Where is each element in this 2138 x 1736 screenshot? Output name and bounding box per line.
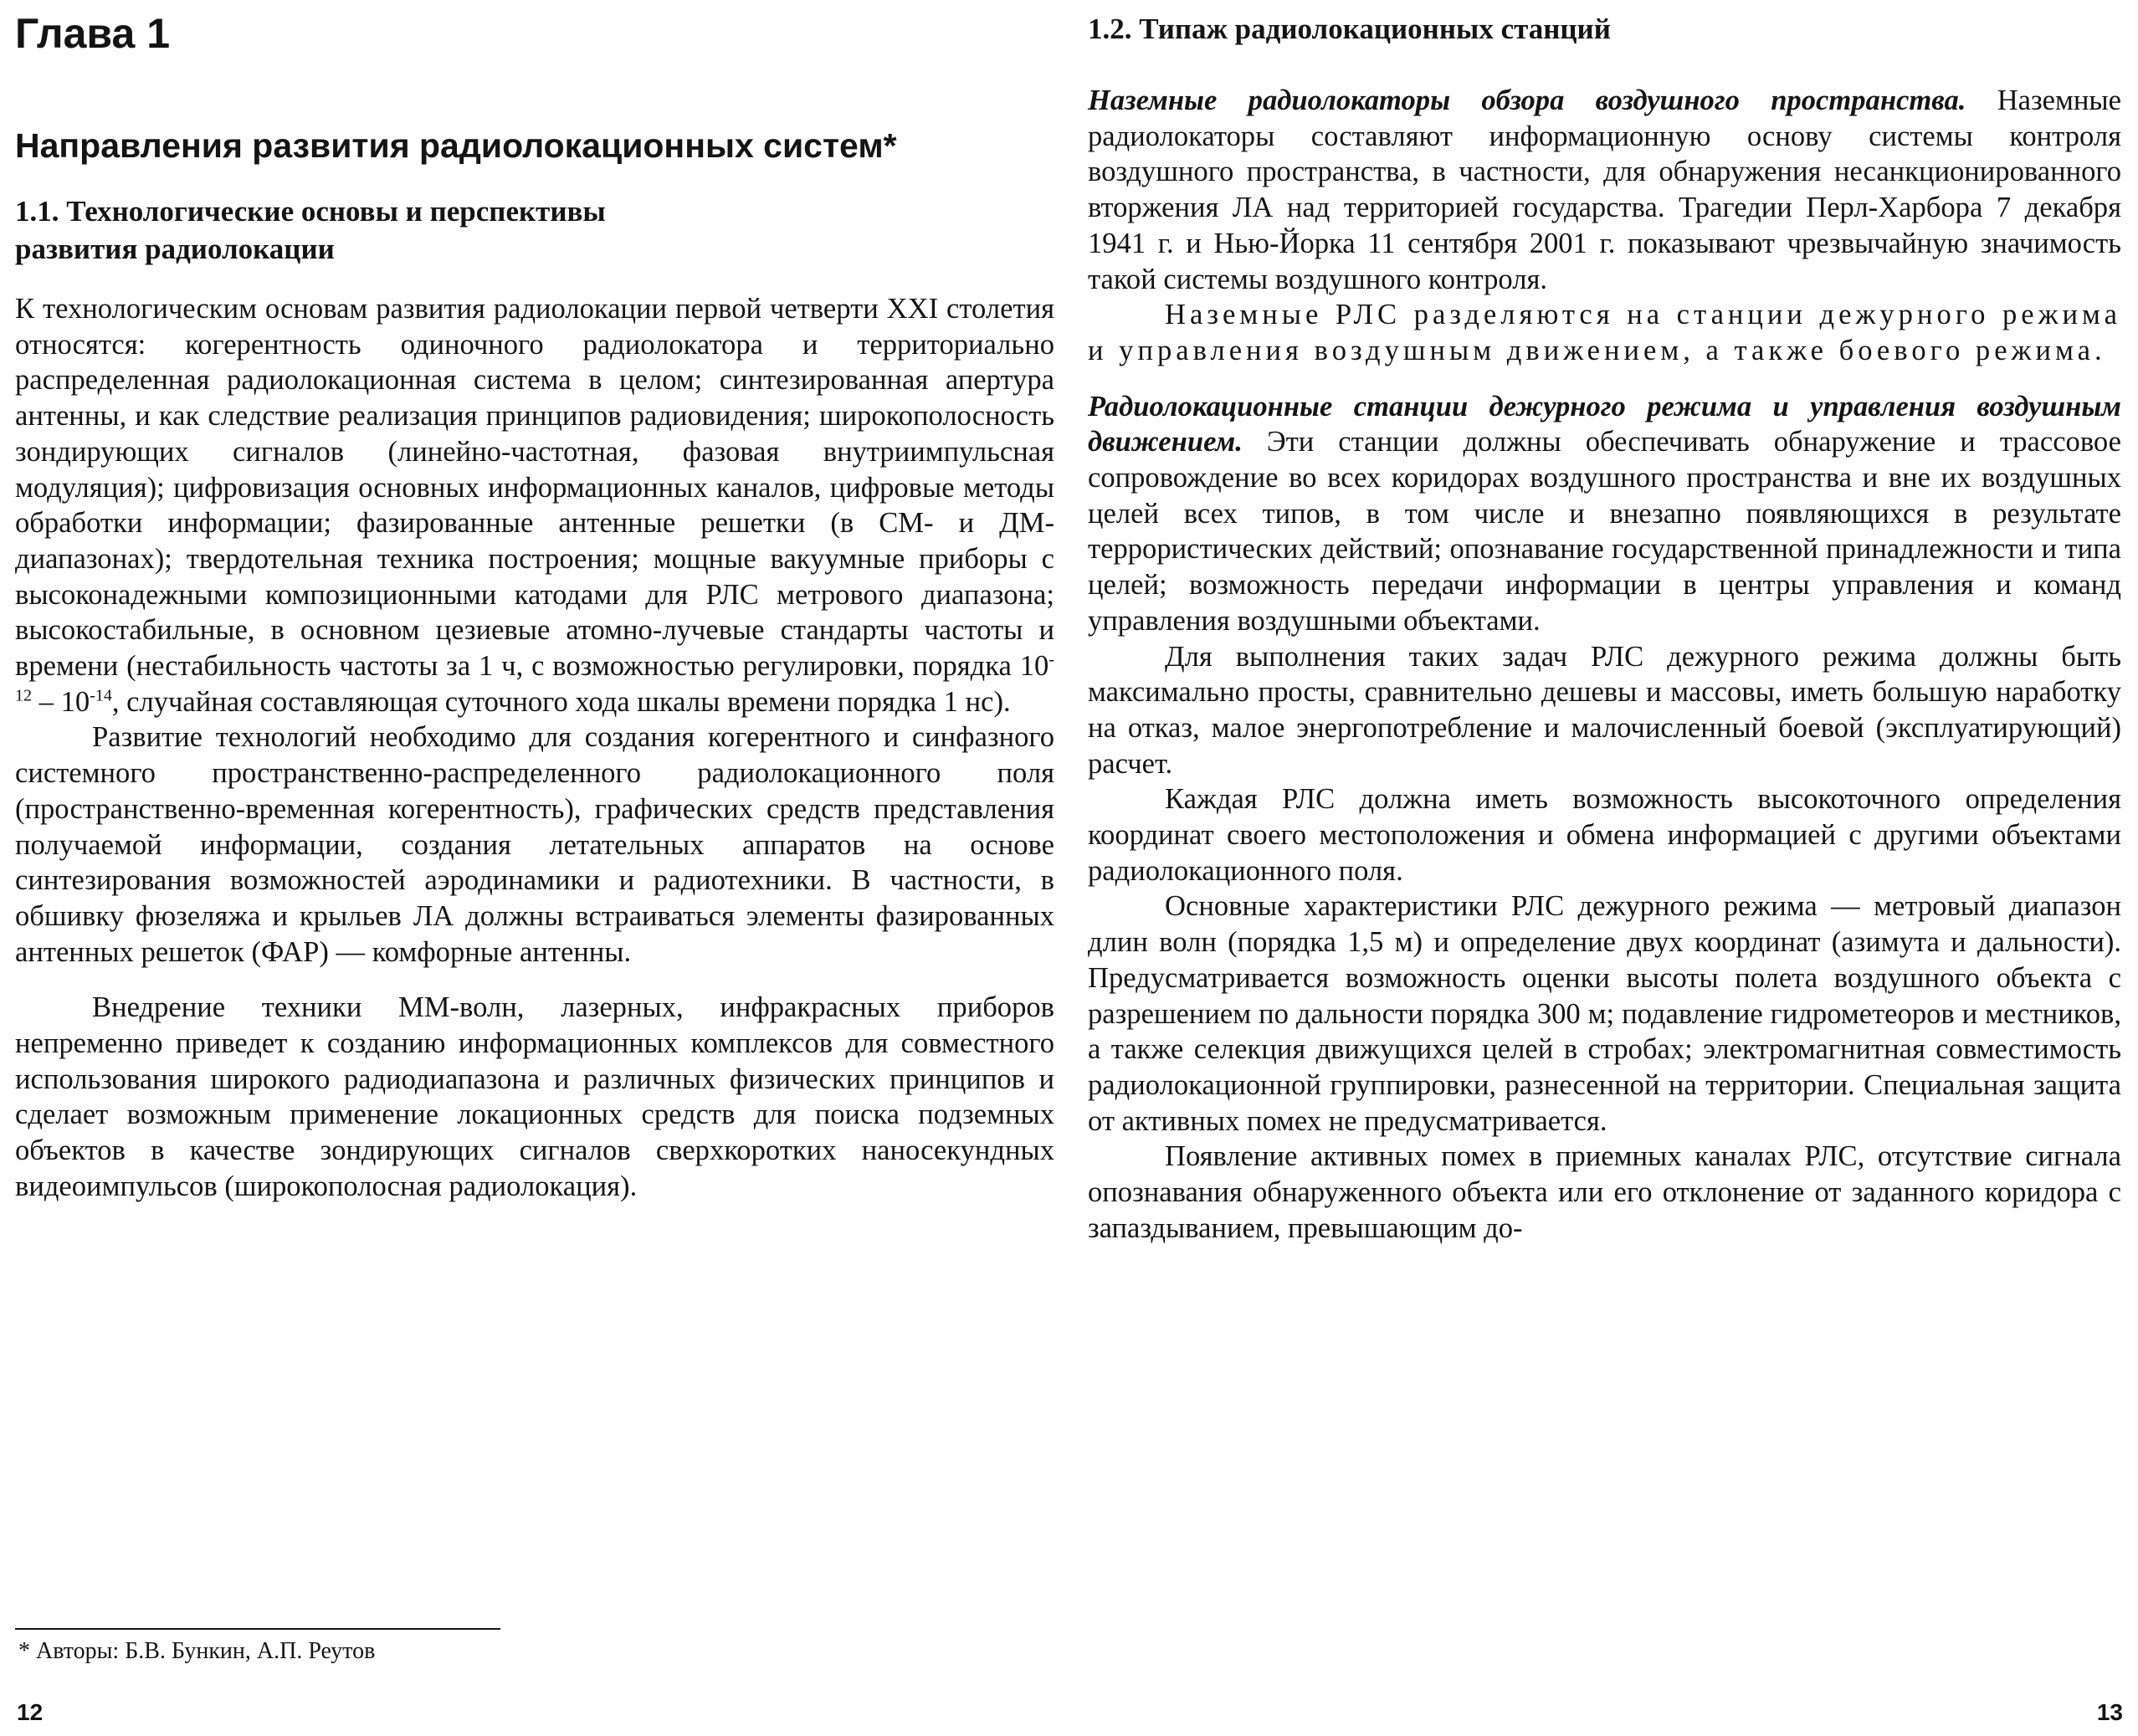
paragraph-text: – 10 [32,685,90,718]
paragraph-mm-waves: Внедрение техники ММ-волн, лазерных, инфракрасных приборов непременно приведет к созданию информационных комплексов для совместного использования широкого радиодиапазона и различных физических принципов и сделает возможным применение локационных средств для поиска подземных объектов в качестве зондирующих сигналов сверхкоротких наносекундных видеоимпульсов (широкополосная радиолокация). [15,991,1054,1202]
chapter-subtitle: Направления развития радиолокационных систем* [15,126,897,165]
paragraph-technology-basics [15,291,1054,719]
exponent-minus-12: -12 [15,650,1054,705]
paragraph-text: Наземные радиолокаторы составляют информационную основу системы контроля воздушного пространства, в частности, для обнаружения несанкционированного вторжения ЛА над территорией государства. Трагедии Перл-Харбора 7 декабря 1941 г. и Нью-Йорка 11 сентября 2001 г. показывают чрезвычайную значимость такой системы воздушного контроля. [1088,84,2121,295]
paragraph-text: , случайная составляющая суточного хода шкалы времени порядка 1 нс). [111,685,1011,718]
paragraph-radar-classes: Наземные РЛС разделяются на станции дежурного режима и управления воздушным движением, а также боевого режима. [1088,299,2121,366]
left-column [15,7,1054,1205]
section-heading-1-1 [15,192,1054,268]
paragraph-text: Эти станции должны обеспечивать обнаружение и трассовое сопровождение во всех коридорах воздушного пространства и вне их воздушных целей всех типов, в том числе и внезапно появляющихся в результате террористических действий; опознавание государственной принадлежности и типа целей; возможность передачи информации в центры управления и команд управления воздушными объектами. [1088,426,2121,637]
section-heading-line-2: развития радиолокации [15,233,335,265]
section-heading-1-2: 1.2. Типаж радиолокационных станций [1088,13,1611,45]
right-column [1088,7,2121,1247]
paragraph-characteristics: Основные характеристики РЛС дежурного режима — метровый диапазон длин волн (порядка 1,5 м) и определение двух координат (азимута и дальности). Предусматривается возможность оценки высоты полета воздушного объекта с разрешением по дальности порядка 300 м; подавление гидрометеоров и местников, а также селекция движущихся целей в стробах; электромагнитная совместимость радиолокационной группировки, разнесенной на территории. Специальная защита от активных помех не предусматривается. [1088,890,2121,1137]
chapter-heading: Глава 1 [15,10,171,57]
right-page [1071,0,2138,1736]
section-heading-line-1: 1.1. Технологические основы и перспективы [15,195,606,228]
footnote: * Авторы: Б.В. Бункин, А.П. Реутов [18,1638,376,1664]
paragraph-duty-requirements: Для выполнения таких задач РЛС дежурного режима должны быть максимально просты, сравнительно дешевы и массовы, иметь большую наработку на отказ, малое энергопотребление и малочисленный боевой (эксплуатирующий) расчет. [1088,640,2121,780]
paragraph-positioning: Каждая РЛС должна иметь возможность высокоточного определения координат своего местоположения и обмена информацией с другими объектами радиолокационного поля. [1088,783,2121,887]
paragraph-ground-radars [1088,83,2121,297]
paragraph-text: К технологическим основам развития радиолокации первой четверти XXI столетия относятся: когерентность одиночного радиолокатора и территориально распределенная радиолокационная система в целом; синтезированная апертура антенны, и как следствие реализация принципов радиовидения; широкополосность зондирующих сигналов (линейно-частотная, фазовая внутриимпульсная модуляция); цифровизация основных информационных каналов, цифровые методы обработки информации; фазированные антенные решетки (в СМ- и ДМ-диапазонах); твердотельная техника построения; мощные вакуумные приборы с высоконадежными композиционными катодами для РЛС метрового диапазона; высокостабильные, в основном цезиевые атомно-лучевые стандарты частоты и времени (нестабильность частоты за 1 ч, с возможностью регулировки, порядка 10 [15,293,1054,683]
footnote-rule [15,1628,500,1630]
page-number-right: 13 [2096,1699,2123,1725]
paragraph-active-jamming: Появление активных помех в приемных каналах РЛС, отсутствие сигнала опознавания обнаруженного объекта или его отклонение от заданного коридора с запаздыванием, превышающим до- [1088,1140,2121,1244]
run-in-heading-ground-radars: Наземные радиолокаторы обзора воздушного пространства. [1088,84,1966,116]
page-number-left: 12 [17,1699,44,1725]
exponent-minus-14: -14 [90,686,112,705]
run-in-heading-duty-radars: Радиолокационные станции дежурного режима и управления воздушным движением. [1088,390,2121,458]
paragraph-technology-development: Развитие технологий необходимо для создания когерентного и синфазного системного пространственно-распределенного радиолокационного поля (пространственно-временная когерентность), графических средств представления получаемой информации, создания летательных аппаратов на основе синтезирования возможностей аэродинамики и радиотехники. В частности, в обшивку фюзеляжа и крыльев ЛА должны встраиваться элементы фазированных антенных решеток (ФАР) — комфорные антенны. [15,721,1054,968]
paragraph-duty-radars [1088,389,2121,639]
